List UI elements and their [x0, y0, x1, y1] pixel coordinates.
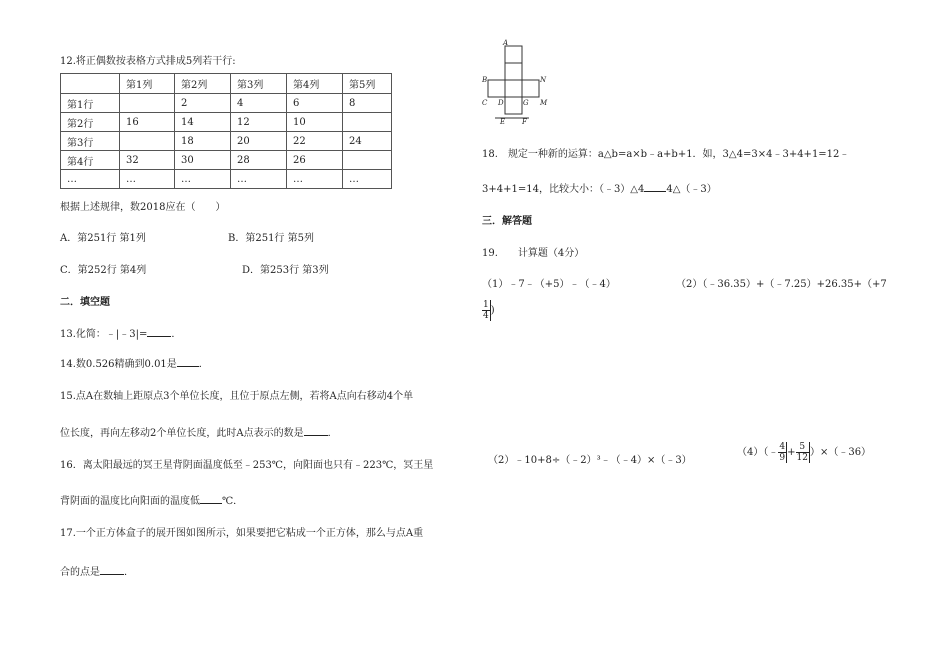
table-cell: 30: [175, 151, 231, 170]
closing-paren: ): [490, 305, 495, 316]
table-cell: [61, 74, 120, 94]
table-cell: …: [175, 170, 231, 189]
table-cell: 第2列: [175, 74, 231, 94]
plus-sign: +: [787, 447, 796, 458]
table-cell: 6: [287, 94, 343, 113]
q12-question: 根据上述规律，数2018应在（ ）: [60, 202, 226, 213]
net-label-g: G: [523, 99, 529, 107]
table-row: [61, 113, 392, 132]
table-cell: 第5列: [343, 74, 392, 94]
table-cell: 28: [231, 151, 287, 170]
q13-prefix: 13.化简：﹣|﹣3|=: [60, 329, 148, 340]
table-cell: 24: [343, 132, 392, 151]
q12-option-a: A．第251行 第1列: [60, 233, 146, 244]
answer-blank: [177, 356, 199, 367]
q19-title: 19. 计算题（4分）: [482, 248, 585, 259]
q14: [60, 355, 209, 370]
table-cell: …: [231, 170, 287, 189]
q19-part2: （2）（﹣36.35）+（﹣7.25）+26.35+（+7: [676, 279, 887, 290]
net-label-n: N: [540, 76, 547, 84]
table-cell: 第3列: [231, 74, 287, 94]
q15-line2-suffix: ．: [327, 428, 338, 439]
q18-line1: 18. 规定一种新的运算：a△b=a×b﹣a+b+1．如，3△4=3×4﹣3+4+1=12﹣: [482, 149, 850, 160]
table-cell: 第1行: [61, 94, 120, 113]
table-cell: 14: [175, 113, 231, 132]
net-label-d: D: [498, 99, 504, 107]
cube-net-lines: [488, 46, 539, 118]
table-cell: 20: [231, 132, 287, 151]
fraction: [778, 442, 787, 463]
q12-option-b: B．第251行 第5列: [228, 233, 314, 244]
table-cell: [120, 132, 175, 151]
table-cell: 12: [231, 113, 287, 132]
table-cell: 18: [175, 132, 231, 151]
q16-line1: 16．离太阳最远的冥王星背阴面温度低至﹣253℃，向阳面也只有﹣223℃，冥王星: [60, 460, 434, 471]
q15-line1: 15.点A在数轴上距原点3个单位长度，且位于原点左侧，若将A点向右移动4个单: [60, 391, 414, 402]
table-cell: [120, 94, 175, 113]
q15-line2: [60, 424, 338, 439]
fraction-numerator: 1: [483, 300, 489, 310]
q19-part1: （1）﹣7﹣（+5）﹣（﹣4）: [482, 279, 616, 290]
table-cell: 10: [287, 113, 343, 132]
answer-blank: [100, 564, 124, 575]
table-header-row: [61, 74, 392, 94]
q16-line2-prefix: 背阴面的温度比向阳面的温度低: [60, 496, 200, 507]
section3-title: 三．解答题: [482, 216, 532, 227]
q19-part3: （2）﹣10+8÷（﹣2）³﹣（﹣4）×（﹣3）: [488, 455, 692, 466]
q17-line1: 17.一个正方体盒子的展开图如图所示，如果要把它粘成一个正方体，那么与点A重: [60, 528, 424, 539]
q12-option-d: D．第253行 第3列: [242, 265, 329, 276]
table-cell: 32: [120, 151, 175, 170]
q15-line2-prefix: 位长度，再向左移动2个单位长度，此时A点表示的数是: [60, 428, 304, 439]
fraction-numerator: 4: [779, 442, 786, 452]
q19-part4-prefix: （4）（﹣: [737, 447, 779, 458]
net-label-e: E: [500, 118, 506, 126]
net-label-c: C: [482, 99, 488, 107]
q16-line2-suffix: ℃．: [222, 496, 244, 507]
q17-line2-prefix: 合的点是: [60, 567, 100, 578]
table-cell: …: [61, 170, 120, 189]
table-cell: 2: [175, 94, 231, 113]
fraction-denominator: 9: [779, 453, 786, 463]
net-label-f: F: [522, 118, 527, 126]
table-cell: 第1列: [120, 74, 175, 94]
table-cell: 26: [287, 151, 343, 170]
table-cell: 8: [343, 94, 392, 113]
q17-line2: [60, 563, 134, 578]
q18-line2-suffix: 4△（﹣3）: [666, 184, 717, 195]
q12-option-c: C．第252行 第4列: [60, 265, 147, 276]
table-row: [61, 170, 392, 189]
net-label-a: A: [503, 39, 509, 47]
table-cell: 第4列: [287, 74, 343, 94]
fraction-denominator: 4: [483, 311, 489, 321]
fraction: [482, 300, 491, 321]
q14-suffix: ．: [198, 359, 209, 370]
q12-table: [60, 73, 392, 189]
net-label-m: M: [540, 99, 548, 107]
table-cell: 16: [120, 113, 175, 132]
q12-title: 12.将正偶数按表格方式排成5列若干行:: [60, 56, 236, 67]
q14-prefix: 14.数0.526精确到0.01是: [60, 359, 177, 370]
table-cell: 第4行: [61, 151, 120, 170]
q19-part2-continued: [482, 300, 495, 321]
q18-line2-prefix: 3+4+1=14，比较大小：（﹣3）△4: [482, 184, 645, 195]
q19-part4-suffix: ）×（﹣36）: [809, 447, 872, 458]
q19-part4: [737, 442, 871, 463]
q18-line2: [482, 180, 717, 195]
q16-line2: [60, 492, 243, 507]
answer-blank: [200, 493, 222, 504]
q17-line2-suffix: ．: [124, 567, 134, 578]
fraction-denominator: 12: [796, 453, 808, 463]
table-cell: 22: [287, 132, 343, 151]
table-cell: [343, 113, 392, 132]
cube-net-figure: [478, 38, 548, 126]
q13: [60, 325, 181, 340]
table-cell: …: [343, 170, 392, 189]
table-cell: 第3行: [61, 132, 120, 151]
table-row: [61, 132, 392, 151]
fraction-numerator: 5: [796, 442, 809, 453]
table-row: [61, 151, 392, 170]
q13-suffix: ．: [171, 329, 182, 340]
table-cell: 4: [231, 94, 287, 113]
fraction: [796, 442, 810, 463]
answer-blank: [304, 425, 328, 436]
table-cell: …: [287, 170, 343, 189]
table-row: [61, 94, 392, 113]
section2-title: 二．填空题: [60, 297, 110, 308]
answer-blank: [147, 326, 171, 337]
table-cell: 第2行: [61, 113, 120, 132]
table-cell: [343, 151, 392, 170]
table-cell: …: [120, 170, 175, 189]
net-label-b: B: [482, 76, 488, 84]
answer-blank: [644, 181, 666, 192]
